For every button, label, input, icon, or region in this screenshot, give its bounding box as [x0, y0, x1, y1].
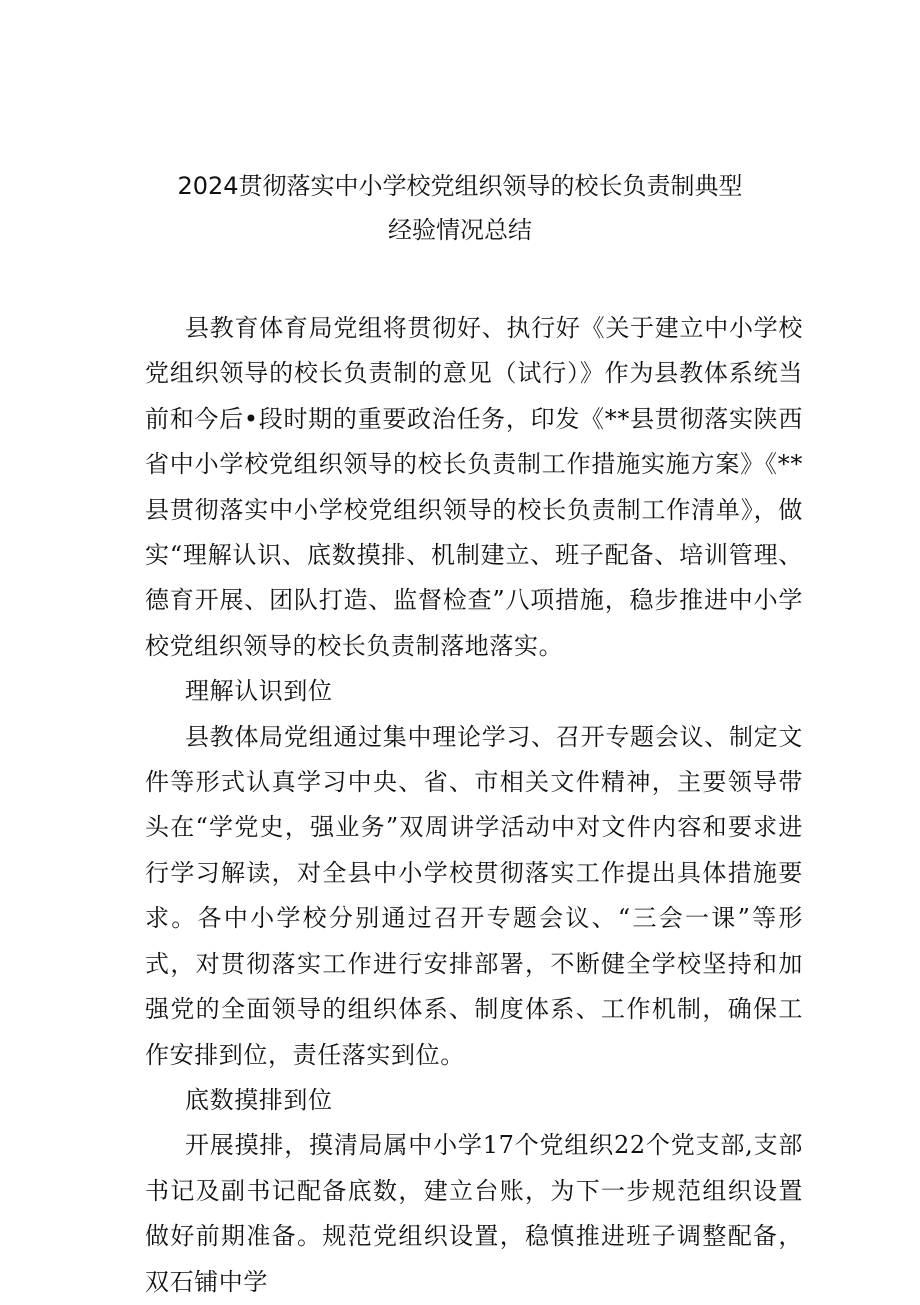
document-title-line-2: 经验情况总结	[388, 216, 532, 244]
paragraph-understanding: 县教体局党组通过集中理论学习、召开专题会议、制定文件等形式认真学习中央、省、市相关文件精神，主要领导带头在“学党史，强业务”双周讲学活动中对文件内容和要求进行学习解读，对全县中小学校贯彻落实工作提出具体措施要求。各中小学校分别通过召开专题会议、“三会一课”等形式，对贯彻落实工作进行安排部署，不断健全学校坚持和加强党的全面领导的组织体系、制度体系、工作机制，确保工作安排到位，责任落实到位。	[145, 722, 803, 1069]
section-heading-understanding: 理解认识到位	[185, 677, 333, 706]
section-heading-survey: 底数摸排到位	[185, 1085, 333, 1114]
paragraph-survey: 开展摸排，摸清局属中小学17个党组织22个党支部,支部书记及副书记配备底数，建立台账，为下一步规范组织设置做好前期准备。规范党组织设置，稳慎推进班子调整配备，双石铺中学	[145, 1131, 803, 1296]
document-title-line-1: 2024贯彻落实中小学校党组织领导的校长负责制典型	[177, 172, 743, 200]
paragraph-intro: 县教育体育局党组将贯彻好、执行好《关于建立中小学校党组织领导的校长负责制的意见（试行）》作为县教体系统当前和今后•段时期的重要政治任务，印发《**县贯彻落实陕西省中小学校党组织领导的校长负责制工作措施实施方案》《**县贯彻落实中小学校党组织领导的校长负责制工作清单》，做实“理解认识、底数摸排、机制建立、班子配备、培训管理、德育开展、团队打造、监督检查”八项措施，稳步推进中小学校党组织领导的校长负责制落地落实。	[145, 314, 803, 660]
document-body	[145, 306, 803, 1305]
